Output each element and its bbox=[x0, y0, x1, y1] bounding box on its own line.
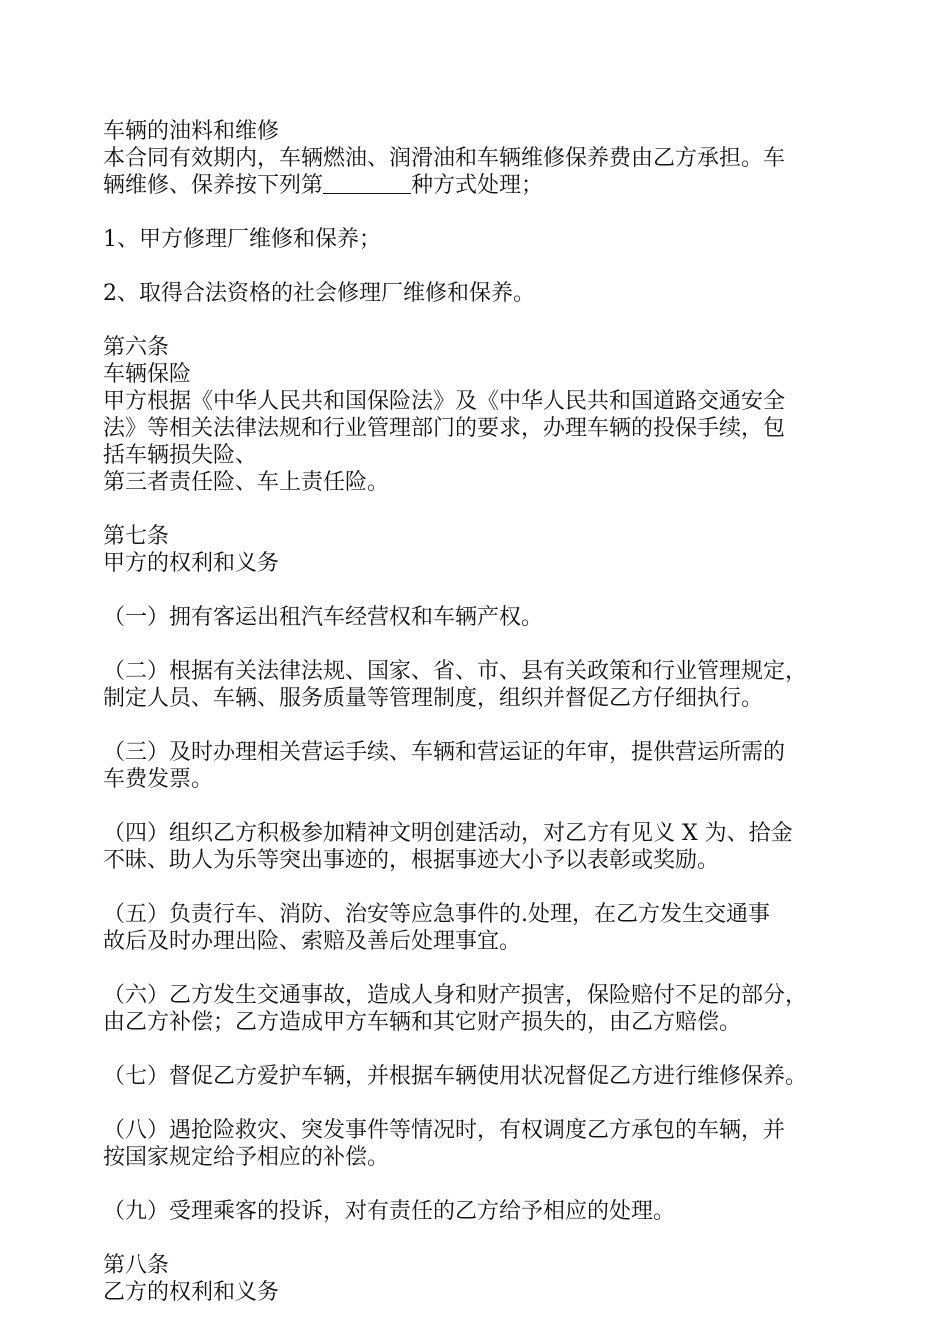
list-item: 2、取得合法资格的社会修理厂维修和保养。 bbox=[103, 281, 535, 306]
list-item: 1、甲方修理厂维修和保养； bbox=[103, 227, 381, 252]
section-heading: 车辆的油料和维修 bbox=[103, 119, 280, 144]
list-item-continuation: 车费发票。 bbox=[103, 767, 214, 792]
section-heading: 甲方的权利和义务 bbox=[103, 551, 280, 576]
section-heading: 乙方的权利和义务 bbox=[103, 1280, 280, 1305]
body-text: 甲方根据《中华人民共和国保险法》及《中华人民共和国道路交通安全 bbox=[103, 389, 786, 414]
body-text: 法》等相关法律法规和行业管理部门的要求，办理车辆的投保手续，包 bbox=[103, 416, 786, 441]
article-number: 第六条 bbox=[103, 335, 170, 360]
body-text: 辆维修、保养按下列第 种方式处理； bbox=[103, 173, 544, 198]
list-item: （九）受理乘客的投诉，对有责任的乙方给予相应的处理。 bbox=[103, 1199, 676, 1224]
document-page bbox=[103, 118, 863, 1306]
list-item: （四）组织乙方积极参加精神文明创建活动，对乙方有见义 X 为、拾金 bbox=[103, 821, 793, 846]
list-item: （七）督促乙方爱护车辆，并根据车辆使用状况督促乙方进行维修保养。 bbox=[103, 1064, 808, 1089]
list-item-continuation: 制定人员、车辆、服务质量等管理制度，组织并督促乙方仔细执行。 bbox=[103, 686, 764, 711]
list-item: （六）乙方发生交通事故，造成人身和财产损害，保险赔付不足的部分， bbox=[103, 983, 808, 1008]
article-number: 第七条 bbox=[103, 524, 170, 549]
list-item: （三）及时办理相关营运手续、车辆和营运证的年审，提供营运所需的 bbox=[103, 740, 786, 765]
list-item: （二）根据有关法律法规、国家、省、市、县有关政策和行业管理规定， bbox=[103, 659, 808, 684]
body-text: 第三者责任险、车上责任险。 bbox=[103, 470, 390, 495]
list-item: （八）遇抢险救灾、突发事件等情况时，有权调度乙方承包的车辆，并 bbox=[103, 1118, 786, 1143]
body-text: 本合同有效期内，车辆燃油、润滑油和车辆维修保养费由乙方承担。车 bbox=[103, 146, 786, 171]
body-text: 括车辆损失险、 bbox=[103, 443, 258, 468]
article-number: 第八条 bbox=[103, 1253, 170, 1278]
list-item: （五）负责行车、消防、治安等应急事件的.处理，在乙方发生交通事 bbox=[103, 902, 770, 927]
section-heading: 车辆保险 bbox=[103, 362, 192, 387]
list-item-continuation: 由乙方补偿；乙方造成甲方车辆和其它财产损失的，由乙方赔偿。 bbox=[103, 1010, 742, 1035]
list-item: （一）拥有客运出租汽车经营权和车辆产权。 bbox=[103, 605, 544, 630]
list-item-continuation: 故后及时办理出险、索赔及善后处理事宜。 bbox=[103, 929, 522, 954]
fill-in-blank[interactable] bbox=[323, 173, 411, 194]
list-item-continuation: 不昧、助人为乐等突出事迹的，根据事迹大小予以表彰或奖励。 bbox=[103, 848, 720, 873]
list-item-continuation: 按国家规定给予相应的补偿。 bbox=[103, 1145, 390, 1170]
